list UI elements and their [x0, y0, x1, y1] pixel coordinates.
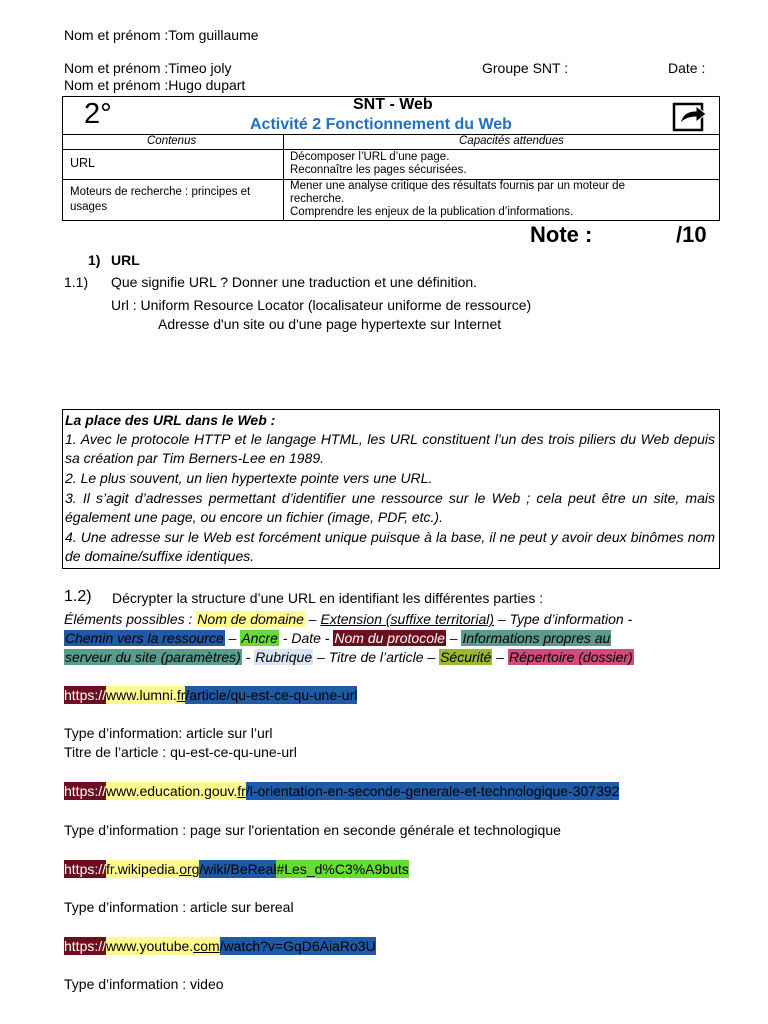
info-box-title: La place des URL dans le Web :	[65, 412, 276, 428]
question-1-1-number: 1.1)	[64, 274, 89, 290]
element-rubrique: Rubrique	[255, 649, 313, 665]
groupe-label: Groupe SNT :	[482, 60, 569, 76]
url-path: /watch?v=GqD6AiaRo3U	[219, 938, 376, 954]
url-1-answer-2: Titre de l’article : qu-est-ce-qu-une-url	[64, 744, 297, 760]
element-nom-domaine: Nom de domaine	[197, 611, 304, 627]
url-example-1	[64, 686, 357, 704]
row-moteurs-content-2: usages	[70, 201, 108, 213]
url-3-answer-1: Type d’information : article sur bereal	[64, 899, 294, 915]
student-name-1: Nom et prénom :Tom guillaume	[64, 27, 259, 43]
url-path: /l-orientation-en-seconde-generale-et-technologique-307392	[245, 783, 620, 799]
question-1-2-number: 1.2)	[64, 588, 92, 605]
url-anchor: #Les_d%C3%A9buts	[276, 861, 409, 877]
element-titre: Titre de l’article	[328, 649, 424, 665]
element-repertoire: Répertoire (dossier)	[509, 649, 633, 665]
elements-prefix: Éléments possibles :	[64, 611, 193, 627]
info-box-p2: 2. Le plus souvent, un lien hypertexte pointe vers une URL.	[65, 470, 433, 486]
level-label: 2°	[84, 98, 112, 130]
question-1-1-text: Que signifie URL ? Donner une traduction et une définition.	[111, 274, 478, 290]
url-domain: www.lumni.	[106, 687, 177, 703]
url-protocol: https://	[64, 861, 107, 877]
url-extension: fr	[176, 687, 186, 703]
url-protocol: https://	[64, 687, 107, 703]
element-type-info: Type d’information	[509, 611, 624, 627]
row-url-skill-1: Décomposer l’URL d’une page.	[290, 151, 450, 163]
col-contents-header: Contenus	[147, 135, 197, 147]
row-moteurs-skill-3: Comprendre les enjeux de la publication d’informations.	[290, 206, 574, 218]
elements-line-2: Chemin vers la ressource – Ancre - Date - Nom du protocole – Informations propres au	[65, 630, 611, 646]
info-box-p3: 3. Il s’agit d’adresses permettant d’identifier une ressource sur le Web ; cela peut être un site, mais également une page, ou encore un fichier (image, PDF, etc.).	[65, 490, 715, 526]
info-box-p4: 4. Une adresse sur le Web est forcément unique puisque à la base, il ne peut y avoir deux binômes nom de domaine/suffixe identiques.	[65, 529, 715, 565]
url-2-answer-1: Type d’information : page sur l'orientation en seconde générale et technologique	[64, 822, 561, 838]
note-label: Note :	[530, 222, 593, 247]
row-moteurs-skill-2: recherche.	[290, 193, 345, 205]
url-extension: org	[179, 861, 200, 877]
student-name-2: Nom et prénom :Timeo joly	[64, 60, 232, 76]
element-ancre: Ancre	[241, 630, 278, 646]
col-skills-header: Capacités attendues	[459, 135, 564, 147]
url-example-2	[64, 782, 619, 800]
url-path: /article/qu-est-ce-qu-une-url	[185, 687, 358, 703]
row-url-content: URL	[70, 156, 96, 170]
url-domain: fr.wikipedia.	[106, 861, 180, 877]
url-extension: fr	[237, 783, 246, 799]
section-number: 1)	[88, 252, 101, 268]
note-total: /10	[676, 222, 707, 247]
element-extension: Extension (suffixe territorial)	[320, 611, 495, 627]
question-1-2-text: Décrypter la structure d’une URL en identifiant les différentes parties :	[112, 590, 544, 606]
element-securite: Sécurité	[440, 649, 492, 665]
element-chemin: Chemin vers la ressource	[65, 630, 224, 646]
element-date: Date	[291, 630, 321, 646]
url-1-answer-1: Type d’information: article sur l’url	[64, 725, 273, 741]
url-example-4	[64, 937, 376, 955]
elements-line-3: serveur du site (paramètres) - Rubrique – Titre de l’article – Sécurité – Répertoire (dossier)	[65, 649, 633, 665]
row-moteurs-content-1: Moteurs de recherche : principes et	[70, 186, 251, 198]
url-path: /wiki/BeReal	[199, 861, 277, 877]
url-domain: www.youtube.	[106, 938, 194, 954]
url-protocol: https://	[64, 783, 107, 799]
element-info-serveur-cont: serveur du site (paramètres)	[65, 649, 241, 665]
url-4-answer-1: Type d’information : video	[64, 976, 224, 992]
student-name-3: Nom et prénom :Hugo dupart	[64, 77, 246, 93]
row-moteurs-skill-1: Mener une analyse critique des résultats fournis par un moteur de	[290, 180, 625, 192]
url-domain: www.education.gouv.	[106, 783, 238, 799]
url-example-3	[64, 860, 409, 878]
url-extension: com	[193, 938, 220, 954]
subject-title: SNT - Web	[353, 96, 433, 113]
element-info-serveur: Informations propres au	[462, 630, 611, 646]
info-box-p1: 1. Avec le protocole HTTP et le langage HTML, les URL constituent l’un des trois piliers du Web depuis sa création par Tim Berners-Lee en 1989.	[65, 431, 715, 467]
element-protocole: Nom du protocole	[334, 630, 445, 646]
url-protocol: https://	[64, 938, 107, 954]
elements-line-1: Éléments possibles : Nom de domaine – Extension (suffixe territorial) – Type d’information -	[64, 611, 633, 627]
answer-1-1-line-1: Url : Uniform Resource Locator (localisateur uniforme de ressource)	[111, 297, 532, 313]
share-arrow-icon	[672, 100, 708, 132]
activity-title: Activité 2 Fonctionnement du Web	[250, 116, 512, 133]
answer-1-1-line-2: Adresse d'un site ou d'une page hypertexte sur Internet	[158, 316, 502, 332]
date-label: Date :	[668, 60, 706, 76]
section-title: URL	[111, 252, 140, 268]
row-url-skill-2: Reconnaître les pages sécurisées.	[290, 164, 467, 176]
